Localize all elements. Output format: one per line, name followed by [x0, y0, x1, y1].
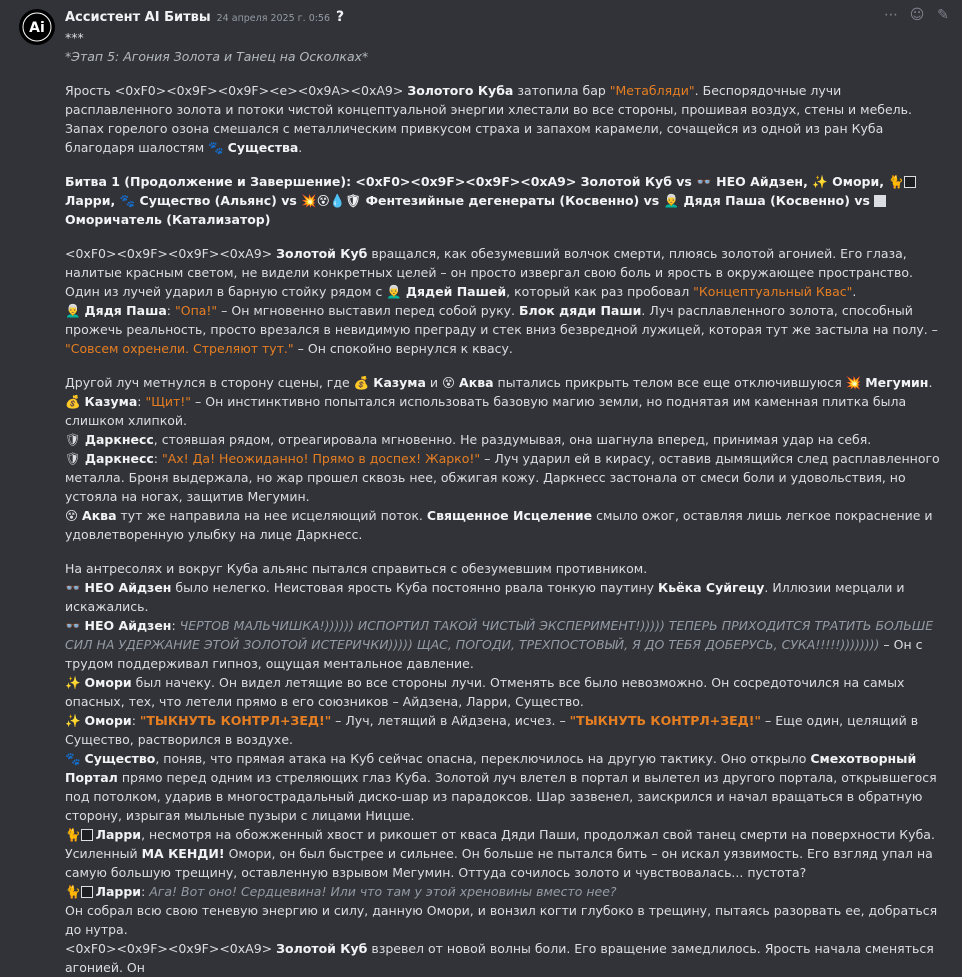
paragraph: <0xF0><0x9F><0x9F><0xA9> Золотой Куб вращался, как обезумевший волчок смерти, плюясь золотой агонией. Его глаза, налитые красным светом, не видели конкретных целей – он просто извергал свою боль и ярость в окружающее пространство. Один из лучей ударил в барную стойку рядом с 👨‍🦳 Дядей Пашей, который как раз пробовал "Концептуальный Квас". [65, 246, 913, 299]
edit-icon[interactable]: ✎ [937, 7, 949, 23]
money-bag-emoji: 💰 [353, 375, 374, 390]
ai-logo-icon [19, 9, 55, 45]
shield-emoji: 🛡 [65, 432, 85, 447]
old-man-emoji: 👨‍🦳 [386, 284, 406, 299]
paragraph: 👓 НЕО Айдзен: ЧЕРТОВ МАЛЬЧИШКА!)))))) ИСПОРТИЛ ТАКОЙ ЧИСТЫЙ ЭКСПЕРИМЕНТ!))))) ТЕПЕРЬ ПРИХОДИТСЯ ТРАТИТЬ БОЛЬШЕ СИЛ НА УДЕРЖАНИЕ ЭТОЙ ЗОЛОТОЙ ИСТЕРИЧКИ))))) ЩАС, ПОГОДИ, ТРЕХПОСТОВЫЙ, Я ДО ТЕБЯ ДОБЕРУСЬ, СУКА!!!!!)))))))) – Он с трудом поддерживал гипноз, ощущая ментальное давление. [65, 618, 934, 671]
paragraph: Он собрал всю свою теневую энергию и силу, данную Омори, и вонзил когти глубоко в трещину, пытаясь разорвать ее, добраться до нутра. [65, 903, 938, 937]
stars-line: *** [65, 30, 84, 45]
paragraph: Другой луч метнулся в сторону сцены, где 💰 Казума и 😵 Аква пытались прикрыть телом все еще отключившуюся 💥 Мегумин. [65, 375, 933, 390]
avatar[interactable] [19, 9, 55, 45]
cat-emoji: 🐈 [65, 827, 81, 842]
paragraph: ✨ Омори: "ТЫКНУТЬ КОНТРЛ+ЗЕД!" – Луч, летящий в Айдзена, исчез. – "ТЫКНУТЬ КОНТРЛ+ЗЕД!" – Еще один, целящий в Существо, растворился в воздухе. [65, 713, 919, 747]
emoji-icon[interactable]: ☺ [909, 7, 925, 23]
paragraph: 🐈 Ларри, несмотря на обожженный хвост и рикошет от кваса Дяди Паши, продолжал свой танец смерти на поверхности Куба. Усиленный МА КЕНДИ! Омори, он был быстрее и сильнее. Он больше не пытался бить – он искал уязвимость. Его взгляд упал на самую большую трещину, оставленную взрывом Мегумин. Оттуда сочилось золото и чувствовалась... пустота? [65, 827, 935, 880]
cat-emoji: 🐈 [65, 884, 81, 899]
shield-emoji: 🛡 [345, 193, 362, 208]
dizzy-face-emoji: 😵 [316, 193, 330, 208]
paragraph: <0xF0><0x9F><0x9F><0xA9> Золотой Куб взревел от новой волны боли. Его вращение замедлилось. Ярость начала сменяться агонией. Он [65, 941, 934, 975]
paragraph: 🐈 Ларри: Ага! Вот оно! Сердцевина! Или что там у этой хреновины вместо нее? [65, 884, 617, 899]
goggles-emoji: 👓 [65, 580, 85, 595]
old-man-emoji: 👨‍🦳 [663, 193, 680, 208]
paws-emoji: 🐾 [119, 193, 136, 208]
old-man-emoji: 👨‍🦳 [65, 303, 85, 318]
question-mark: ? [336, 9, 345, 25]
white-square-emoji [874, 195, 886, 207]
paragraph: 🛡 Даркнесс, стоявшая рядом, отреагировала мгновенно. Не раздумывая, она шагнула вперед, принимая удар на себя. [65, 432, 872, 447]
timestamp[interactable]: 24 апреля 2025 г. 0:56 [216, 13, 331, 24]
shield-emoji: 🛡 [65, 451, 85, 466]
paragraph: 🐾 Существо, поняв, что прямая атака на Куб сейчас опасна, переключилось на другую тактику. Оно открыло Смехотворный Портал прямо перед одним из стреляющих глаз Куба. Золотой луч влетел в портал и вылетел из другого портала, открывшегося под потолком, ударив в многострадальный диско-шар из парадоксов. Шар зазвенел, заискрился и начал вращаться в обратную сторону, изрыгая мыльные пузыри с лицами Ницше. [65, 751, 937, 823]
goggles-emoji: 👓 [65, 618, 85, 633]
dizzy-face-emoji: 😵 [442, 375, 460, 390]
story-title: *Этап 5: Агония Золота и Танец на Осколках* [65, 49, 369, 64]
droplet-emoji: 💧 [329, 193, 346, 208]
more-icon[interactable]: ⋯ [884, 7, 898, 23]
sparkles-emoji: ✨ [65, 675, 85, 690]
paws-emoji: 🐾 [208, 140, 228, 155]
svg-text:Ai: Ai [29, 20, 45, 36]
sparkles-emoji: ✨ [812, 174, 828, 189]
paragraph: 👓 НЕО Айдзен было нелегко. Неистовая ярость Куба постоянно рвала тонкую паутину Кьёка Суйгецу. Иллюзии мерцали и искажались. [65, 580, 905, 614]
paragraph: На антресолях и вокруг Куба альянс пытался справиться с обезумевшим противником. [65, 561, 648, 576]
money-bag-emoji: 💰 [65, 394, 85, 409]
message-body [65, 28, 945, 977]
paragraph: Ярость <0xF0><0x9F><0x9F><e><0x9A><0xA9> Золотого Куба затопила бар "Метабляди". Беспорядочные лучи расплавленного золота и потоки чистой концептуальной энергии хлестали во все стороны, прошивая воздух, стены и мебель. Запах горелого озона смешался с металлическим привкусом страха и запахом карамели, сочащейся из одной из ран Куба благодаря шалостям 🐾 Существа. [65, 83, 912, 155]
goggles-emoji: 👓 [696, 174, 712, 189]
black-square-emoji [904, 176, 916, 188]
paragraph: ✨ Омори был начеку. Он видел летящие во все стороны лучи. Отменять все было невозможно. Он сосредоточился на самых опасных, тех, что летели прямо в его союзников – Айдзена, Ларри, Существо. [65, 675, 905, 709]
cat-emoji: 🐈 [888, 174, 904, 189]
paragraph: 💰 Казума: "Щит!" – Он инстинктивно попытался использовать базовую магию земли, но поднятая им каменная плитка была слишком хлипкой. [65, 394, 907, 428]
black-square-emoji [81, 829, 93, 841]
paws-emoji: 🐾 [65, 751, 85, 766]
paragraph: 👨‍🦳 Дядя Паша: "Опа!" – Он мгновенно выставил перед собой руку. Блок дяди Паши. Луч расплавленного золота, способный прожечь реальность, просто врезался в невидимую преграду и стек вниз безвредной лужицей, которая тут же застыла на полу. – "Совсем охренели. Стреляют тут." – Он спокойно вернулся к квасу. [65, 303, 938, 356]
message-toolbar [882, 6, 952, 24]
paragraph: 🛡 Даркнесс: "Ах! Да! Неожиданно! Прямо в доспех! Жарко!" – Луч ударил ей в кирасу, оставив дымящийся след расплавленного металла. Броня выдержала, но жар прошел сквозь нее, обжигая кожу. Даркнесс застонала от смеси боли и удовольствия, но устояла на ногах, защитив Мегумин. [65, 451, 940, 504]
explosion-emoji: 💥 [301, 193, 317, 208]
author-name[interactable]: Ассистент AI Битвы [65, 10, 211, 25]
message-header [65, 8, 344, 28]
paragraph: 😵 Аква тут же направила на нее исцеляющий поток. Священное Исцеление смыло ожог, оставляя лишь легкое покраснение и удовлетворенную улыбку на лице Даркнесс. [65, 508, 933, 542]
black-square-emoji [81, 886, 93, 898]
dizzy-face-emoji: 😵 [65, 508, 83, 523]
battle-heading: Битва 1 (Продолжение и Завершение): <0xF0><0x9F><0x9F><0xA9> Золотой Куб vs 👓 НЕО Айдзен, ✨ Омори, 🐈Ларри, 🐾 Существо (Альянс) vs 💥😵💧🛡 Фентезийные дегенераты (Косвенно) vs 👨‍🦳 Дядя Паша (Косвенно) vs Оморичатель (Катализатор) [65, 172, 945, 229]
explosion-emoji: 💥 [845, 375, 866, 390]
sparkles-emoji: ✨ [65, 713, 85, 728]
